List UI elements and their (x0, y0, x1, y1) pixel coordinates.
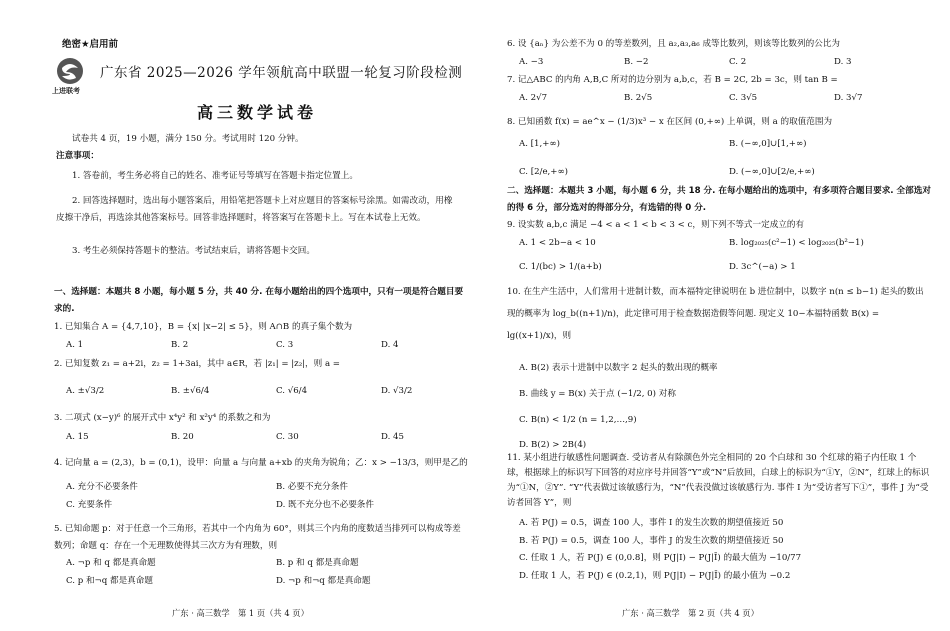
note-3: 3. 考生必须保持答题卡的整洁。考试结束后，请将答题卡交回。 (72, 246, 315, 256)
q6-options (519, 58, 939, 68)
q10-options (519, 356, 939, 459)
option: C. 1/(bc) > 1/(a+b) (519, 261, 602, 272)
option: D. 4 (381, 340, 399, 350)
option: C. B(n) < 1/2 (n = 1,2,…,9) (519, 414, 637, 425)
option: D. 任取 1 人，若 P(J) ∈ (0.2,1)，则 P(J|I) − P(J|Ī) 的最小值为 −0.2 (519, 570, 791, 581)
option: C. √6/4 (276, 386, 308, 396)
q5-stem: 5. 已知命题 p：对于任意一个三角形，若其中一个内角为 60°，则其三个内角的度数适当排列可以构成等差数列；命题 q：存在一个无理数使得其三次方为有理数，则 (54, 524, 461, 551)
q2-options (66, 387, 486, 397)
q7-stem: 7. 记△ABC 的内角 A,B,C 所对的边分别为 a,b,c，若 B = 2C, 2b = 3c，则 tan B = (507, 75, 838, 85)
notes-heading: 注意事项： (56, 151, 99, 161)
q4-options (66, 483, 486, 511)
option: C. 3√5 (729, 93, 758, 103)
option: D. 3c^(−a) > 1 (729, 261, 796, 272)
option: C. 充要条件 (66, 499, 113, 510)
left-page (42, 0, 482, 631)
option: C. 30 (276, 432, 299, 442)
option: A. B(2) 表示十进制中以数字 2 起头的数出现的概率 (519, 363, 718, 373)
option: B. ±√6/4 (171, 386, 210, 396)
option: A. 充分不必要条件 (66, 482, 138, 492)
option: A. 2√7 (519, 93, 548, 103)
q11-options (519, 515, 939, 585)
option: B. 必要不充分条件 (276, 482, 348, 492)
option: A. 15 (66, 432, 89, 442)
section2-heading: 二、选择题：本题共 3 小题，每小题 6 分，共 18 分. 在每小题给出的选项中，有多项符合题目要求. 全部选对的得 6 分，部分选对的得部分分，有选错的得 0 分. (507, 186, 931, 213)
option: B. p 和 q 都是真命题 (276, 558, 359, 568)
q7-options (519, 94, 939, 104)
exam-title: 广东省 2025—2026 学年领航高中联盟一轮复习阶段检测 (100, 65, 463, 81)
q9-stem: 9. 设实数 a,b,c 满足 −4 < a < 1 < b < 3 < c，则下列不等式一定成立的有 (507, 220, 805, 230)
option: A. ±√3/2 (66, 386, 105, 396)
option: A. 1 < 2b−a < 10 (519, 238, 596, 248)
option: B. 若 P(J) = 0.5，调查 100 人，事件 J 的发生次数的期望值接近 50 (519, 535, 784, 546)
q1-options (66, 341, 486, 351)
option: A. 1 (66, 340, 84, 350)
option: D. √3/2 (381, 386, 413, 396)
option: B. 曲线 y = B(x) 关于点 (−1/2, 0) 对称 (519, 388, 676, 399)
option: D. B(2) > 2B(4) (519, 440, 587, 451)
exam-info: 试卷共 4 页，19 小题，满分 150 分。考试用时 120 分钟。 (72, 134, 304, 144)
note-1: 1. 答卷前，考生务必将自己的姓名、准考证号等填写在答题卡指定位置上。 (72, 171, 358, 181)
option: C. [2/e,+∞) (519, 166, 568, 177)
q10-stem: 10. 在生产生活中，人们常用十进制计数，而本福特定律说明在 b 进位制中，以数字 n(n ≤ b−1) 起头的数出现的概率为 log_b((n+1)/n)，此定律可用于检查数据造假等问题. 现定义 10−本福特函数 B(x) = lg((x+1)/x)，则 (507, 287, 924, 341)
option: D. ¬p 和¬q 都是真命题 (276, 575, 371, 586)
option: D. 既不充分也不必要条件 (276, 499, 374, 510)
q3-stem: 3. 二项式 (x−y)⁶ 的展开式中 x⁴y² 和 x²y⁴ 的系数之和为 (54, 413, 271, 423)
footer-right: 广东 · 高三数学 第 2 页（共 4 页） (622, 608, 759, 618)
option: D. 45 (381, 432, 404, 442)
publisher-logo-icon (52, 56, 92, 94)
q3-options (66, 433, 486, 443)
footer-left: 广东 · 高三数学 第 1 页（共 4 页） (172, 608, 309, 618)
option: B. 20 (171, 432, 194, 442)
secret-label: 绝密★启用前 (62, 39, 119, 50)
q4-stem: 4. 记向量 a = (2,3)，b = (0,1)，设甲：向量 a 与向量 a+xb 的夹角为锐角；乙：x > −13/3，则甲是乙的 (54, 458, 468, 468)
q8-stem: 8. 已知函数 f(x) = ae^x − (1/3)x³ − x 在区间 (0,+∞) 上单调，则 a 的取值范围为 (507, 117, 833, 127)
q2-stem: 2. 已知复数 z₁ = a+2i，z₂ = 1+3ai，其中 a∈R，若 |z₁| = |z₂|，则 a = (54, 359, 341, 369)
option: A. 若 P(J) = 0.5，调查 100 人，事件 I 的发生次数的期望值接近 50 (519, 518, 784, 528)
q5-options (66, 559, 486, 587)
option: B. 2√5 (624, 93, 653, 103)
option: D. 3 (834, 57, 852, 67)
q6-stem: 6. 设 {aₙ} 为公差不为 0 的等差数列，且 a₂,a₃,a₆ 成等比数列，则该等比数列的公比为 (507, 39, 840, 49)
option: A. ¬p 和 q 都是真命题 (66, 558, 156, 568)
right-page (507, 0, 947, 631)
option: B. log₂₀₂₅(c²−1) < log₂₀₂₅(b²−1) (729, 238, 864, 248)
subject-title: 高三数学试卷 (197, 103, 318, 122)
q1-stem: 1. 已知集合 A = {4,7,10}，B = {x| |x−2| ≤ 5}，则 A∩B 的真子集个数为 (54, 322, 353, 332)
option: D. 3√7 (834, 93, 863, 103)
q8-options (519, 140, 939, 178)
option: C. p 和¬q 都是真命题 (66, 575, 153, 586)
q9-options (519, 239, 939, 273)
q11-stem: 11. 某小组进行敏感性问题调查. 受访者从有除颜色外完全相同的 20 个白球和 30 个红球的箱子内任取 1 个球，根据球上的标识写下回答的对应序号并回答“Y”或“N”后放回，白球上的标识为“①Y，②N”，红球上的标识为“①N，②Y”. “Y”代表做过该敏感行为，“N”代表没做过该敏感行为. 事件 I 为“受访者写下①”，事件 J 为“受访者回答 Y”，则 (507, 453, 930, 509)
option: A. −3 (519, 57, 544, 67)
logo-text: 上进联考 (52, 87, 80, 94)
option: D. (−∞,0]∪[2/e,+∞) (729, 166, 815, 177)
option: C. 2 (729, 57, 747, 67)
option: B. (−∞,0]∪[1,+∞) (729, 139, 807, 149)
note-2: 2. 回答选择题时，选出每小题答案后，用铅笔把答题卡上对应题目的答案标号涂黑。如需改动，用橡皮擦干净后，再选涂其他答案标号。回答非选择题时，将答案写在答题卡上。写在本试卷上无效。 (56, 196, 453, 223)
option: C. 任取 1 人，若 P(J) ∈ (0,0.8]，则 P(J|I) − P(J|Ī) 的最大值为 −10/77 (519, 553, 802, 564)
section1-heading: 一、选择题：本题共 8 小题，每小题 5 分，共 40 分. 在每小题给出的四个选项中，只有一项是符合题目要求的. (54, 287, 464, 314)
option: B. −2 (624, 57, 649, 67)
option: C. 3 (276, 340, 294, 350)
option: A. [1,+∞) (519, 139, 560, 149)
option: B. 2 (171, 340, 189, 350)
